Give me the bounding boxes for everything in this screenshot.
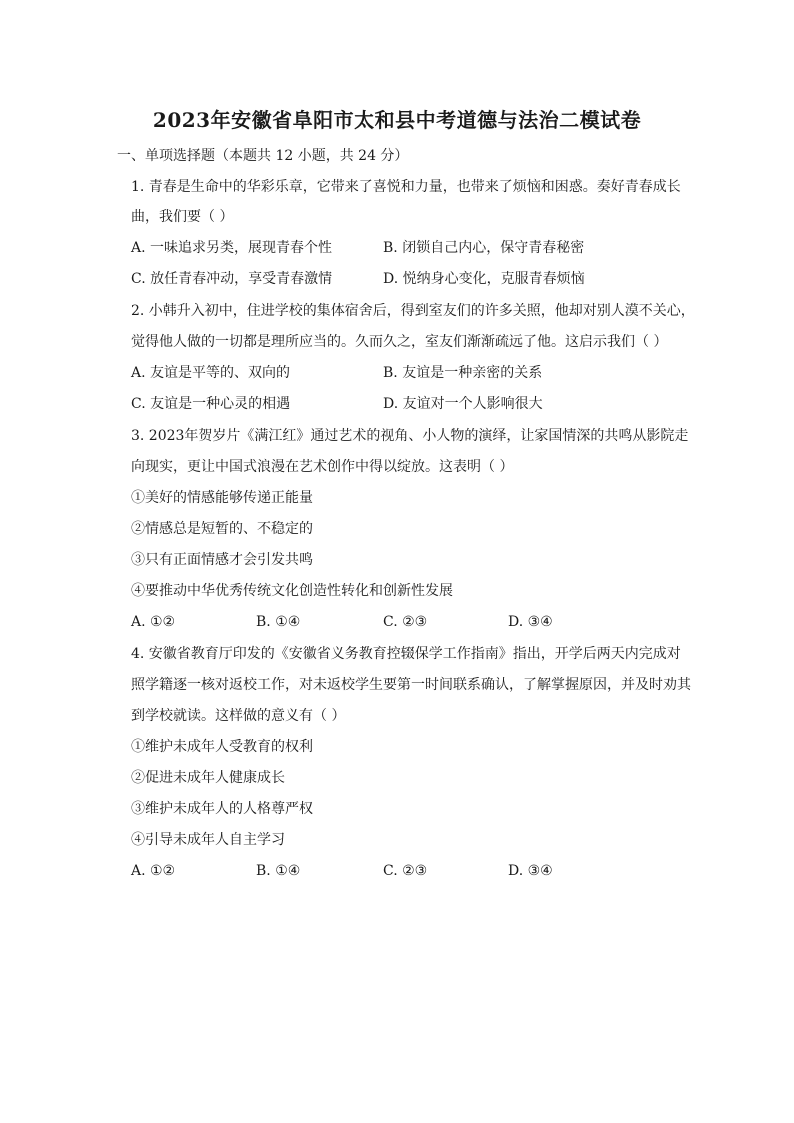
q3-statement-4: ④要推动中华优秀传统文化创造性转化和创新性发展 bbox=[131, 583, 453, 599]
q3-option-d: D. ③④ bbox=[508, 614, 553, 630]
q2-option-d: D. 友谊对一个人影响很大 bbox=[383, 396, 543, 412]
q3-statement-3: ③只有正面情感才会引发共鸣 bbox=[131, 552, 313, 568]
q3-option-a: A. ①② bbox=[131, 614, 176, 630]
q1-stem-line2: 曲，我们要（ ） bbox=[131, 209, 234, 225]
q4-option-d: D. ③④ bbox=[508, 863, 553, 879]
q3-statement-2: ②情感总是短暂的、不稳定的 bbox=[131, 521, 313, 537]
q1-option-c: C. 放任青春冲动，享受青春激情 bbox=[131, 271, 333, 287]
q4-stem-line1: 4. 安徽省教育厅印发的《安徽省义务教育控辍保学工作指南》指出，开学后两天内完成对 bbox=[131, 646, 681, 662]
section-heading: 一、单项选择题（本题共 12 小题，共 24 分） bbox=[117, 148, 409, 164]
q4-statement-2: ②促进未成年人健康成长 bbox=[131, 770, 285, 786]
q4-stem-line2: 照学籍逐一核对返校工作，对未返校学生要第一时间联系确认，了解掌握原因，并及时劝其 bbox=[131, 677, 691, 693]
q4-stem-line3: 到学校就读。这样做的意义有（ ） bbox=[131, 708, 346, 724]
q3-statement-1: ①美好的情感能够传递正能量 bbox=[131, 490, 313, 506]
q2-option-b: B. 友谊是一种亲密的关系 bbox=[383, 365, 543, 381]
page-title: 2023年安徽省阜阳市太和县中考道德与法治二模试卷 bbox=[152, 108, 642, 132]
q1-option-b: B. 闭锁自己内心，保守青春秘密 bbox=[383, 240, 585, 256]
q4-statement-4: ④引导未成年人自主学习 bbox=[131, 832, 285, 848]
q2-stem-line2: 觉得他人做的一切都是理所应当的。久而久之，室友们渐渐疏远了他。这启示我们（ ） bbox=[131, 334, 668, 350]
q2-option-c: C. 友谊是一种心灵的相遇 bbox=[131, 396, 291, 412]
q4-statement-3: ③维护未成年人的人格尊严权 bbox=[131, 801, 313, 817]
q4-option-b: B. ①④ bbox=[256, 863, 301, 879]
q3-stem-line2: 向现实，更让中国式浪漫在艺术创作中得以绽放。这表明（ ） bbox=[131, 459, 514, 475]
q4-statement-1: ①维护未成年人受教育的权利 bbox=[131, 739, 313, 755]
q1-option-d: D. 悦纳身心变化，克服青春烦恼 bbox=[383, 271, 585, 287]
q1-option-a: A. 一味追求另类，展现青春个性 bbox=[131, 240, 333, 256]
q3-option-c: C. ②③ bbox=[383, 614, 428, 630]
q3-option-b: B. ①④ bbox=[256, 614, 301, 630]
q1-stem-line1: 1. 青春是生命中的华彩乐章，它带来了喜悦和力量，也带来了烦恼和困惑。奏好青春成长 bbox=[131, 179, 681, 195]
q3-stem-line1: 3. 2023年贺岁片《满江红》通过艺术的视角、小人物的演绎，让家国情深的共鸣从影院走 bbox=[131, 428, 689, 444]
q2-stem-line1: 2. 小韩升入初中，住进学校的集体宿舍后，得到室友们的许多关照，他却对别人漠不关心， bbox=[131, 303, 695, 319]
q2-option-a: A. 友谊是平等的、双向的 bbox=[131, 365, 291, 381]
q4-option-a: A. ①② bbox=[131, 863, 176, 879]
q4-option-c: C. ②③ bbox=[383, 863, 428, 879]
